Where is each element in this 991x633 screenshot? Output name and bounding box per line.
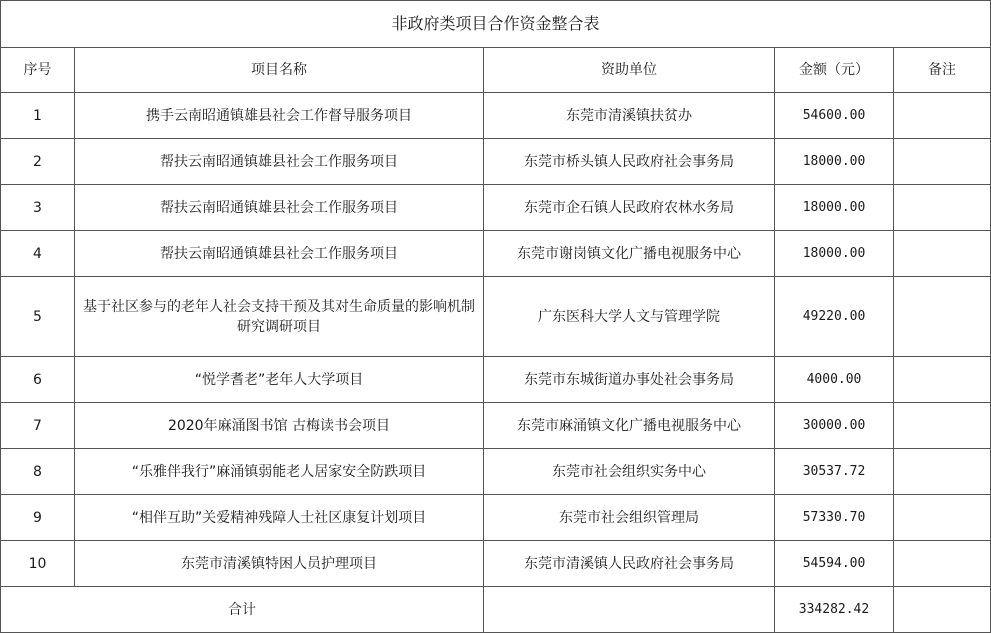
table-row: [1, 541, 991, 587]
cell-amount[interactable]: 18000.00: [775, 231, 894, 277]
cell-project-name[interactable]: 帮扶云南昭通镇雄县社会工作服务项目: [75, 185, 484, 231]
cell-project-name[interactable]: 2020年麻涌图书馆 古梅读书会项目: [75, 403, 484, 449]
cell-index[interactable]: 10: [1, 541, 75, 587]
total-label[interactable]: 合计: [1, 587, 484, 633]
cell-amount[interactable]: 18000.00: [775, 185, 894, 231]
cell-index[interactable]: 3: [1, 185, 75, 231]
cell-project-name[interactable]: 携手云南昭通镇雄县社会工作督导服务项目: [75, 93, 484, 139]
cell-amount[interactable]: 30537.72: [775, 449, 894, 495]
cell-note[interactable]: [894, 403, 991, 449]
cell-funder[interactable]: 东莞市麻涌镇文化广播电视服务中心: [484, 403, 775, 449]
cell-amount[interactable]: 18000.00: [775, 139, 894, 185]
total-row: [1, 587, 991, 633]
table-row: [1, 231, 991, 277]
table-row: [1, 495, 991, 541]
cell-note[interactable]: [894, 185, 991, 231]
cell-index[interactable]: 9: [1, 495, 75, 541]
header-amount[interactable]: 金额（元）: [775, 48, 894, 93]
cell-amount[interactable]: 54600.00: [775, 93, 894, 139]
table-row: [1, 357, 991, 403]
header-project-name[interactable]: 项目名称: [75, 48, 484, 93]
cell-amount[interactable]: 57330.70: [775, 495, 894, 541]
cell-funder[interactable]: 东莞市桥头镇人民政府社会事务局: [484, 139, 775, 185]
cell-project-name[interactable]: “乐雅伴我行”麻涌镇弱能老人居家安全防跌项目: [75, 449, 484, 495]
cell-project-name[interactable]: 帮扶云南昭通镇雄县社会工作服务项目: [75, 231, 484, 277]
header-row: [1, 48, 991, 93]
cell-funder[interactable]: 东莞市社会组织实务中心: [484, 449, 775, 495]
cell-note[interactable]: [894, 541, 991, 587]
cell-index[interactable]: 5: [1, 277, 75, 357]
total-funder-cell[interactable]: [484, 587, 775, 633]
cell-index[interactable]: 6: [1, 357, 75, 403]
cell-project-name[interactable]: 帮扶云南昭通镇雄县社会工作服务项目: [75, 139, 484, 185]
header-note[interactable]: 备注: [894, 48, 991, 93]
cell-note[interactable]: [894, 231, 991, 277]
cell-index[interactable]: 1: [1, 93, 75, 139]
total-note-cell[interactable]: [894, 587, 991, 633]
table-row: [1, 139, 991, 185]
table-row: [1, 403, 991, 449]
cell-index[interactable]: 4: [1, 231, 75, 277]
cell-note[interactable]: [894, 495, 991, 541]
cell-amount[interactable]: 54594.00: [775, 541, 894, 587]
cell-funder[interactable]: 广东医科大学人文与管理学院: [484, 277, 775, 357]
cell-note[interactable]: [894, 449, 991, 495]
cell-index[interactable]: 8: [1, 449, 75, 495]
cell-funder[interactable]: 东莞市企石镇人民政府农林水务局: [484, 185, 775, 231]
cell-funder[interactable]: 东莞市社会组织管理局: [484, 495, 775, 541]
cell-project-name[interactable]: 东莞市清溪镇特困人员护理项目: [75, 541, 484, 587]
cell-funder[interactable]: 东莞市清溪镇人民政府社会事务局: [484, 541, 775, 587]
table-title[interactable]: 非政府类项目合作资金整合表: [1, 1, 991, 48]
cell-note[interactable]: [894, 277, 991, 357]
cell-funder[interactable]: 东莞市东城街道办事处社会事务局: [484, 357, 775, 403]
cell-funder[interactable]: 东莞市清溪镇扶贫办: [484, 93, 775, 139]
cell-funder[interactable]: 东莞市谢岗镇文化广播电视服务中心: [484, 231, 775, 277]
table-row: [1, 277, 991, 357]
cell-amount[interactable]: 49220.00: [775, 277, 894, 357]
cell-note[interactable]: [894, 93, 991, 139]
total-amount[interactable]: 334282.42: [775, 587, 894, 633]
cell-index[interactable]: 7: [1, 403, 75, 449]
header-index[interactable]: 序号: [1, 48, 75, 93]
cell-amount[interactable]: 30000.00: [775, 403, 894, 449]
table-row: [1, 185, 991, 231]
cell-project-name[interactable]: “悦学耆老”老年人大学项目: [75, 357, 484, 403]
cell-index[interactable]: 2: [1, 139, 75, 185]
cell-project-name[interactable]: “相伴互助”关爱精神残障人士社区康复计划项目: [75, 495, 484, 541]
cell-amount[interactable]: 4000.00: [775, 357, 894, 403]
table-row: [1, 449, 991, 495]
header-funder[interactable]: 资助单位: [484, 48, 775, 93]
cell-note[interactable]: [894, 139, 991, 185]
table-row: [1, 93, 991, 139]
cell-note[interactable]: [894, 357, 991, 403]
title-row: [1, 1, 991, 48]
cell-project-name[interactable]: 基于社区参与的老年人社会支持干预及其对生命质量的影响机制研究调研项目: [75, 277, 484, 357]
